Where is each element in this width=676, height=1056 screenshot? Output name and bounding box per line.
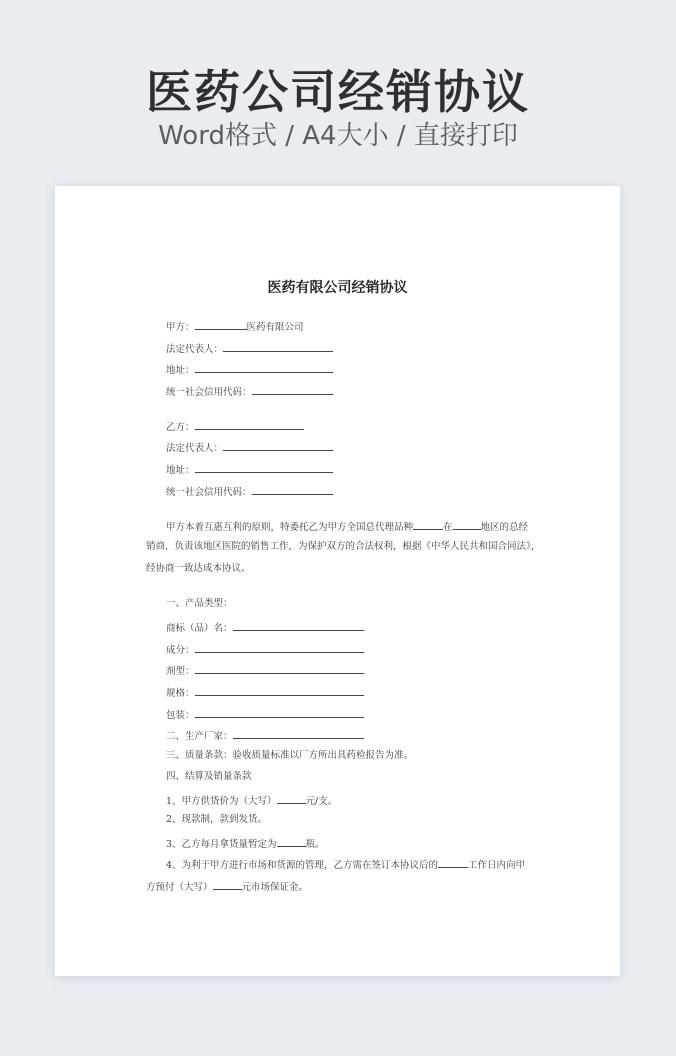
party-a-address-line: [166, 361, 333, 378]
intro-line-1: [166, 518, 528, 535]
settlement-item-3-text-a: 3、乙方每月拿货量暂定为: [166, 839, 277, 850]
settlement-item-4-text-a: 4、为利于甲方进行市场和货源的管理，乙方需在签订本协议后的: [166, 860, 439, 871]
party-a-line: [166, 318, 304, 335]
settlement-item-1: [166, 792, 337, 809]
settlement-item-4-text-d: 元市场保证金。: [241, 882, 309, 893]
deposit-amount-blank[interactable]: [213, 878, 242, 890]
intro-line-3: 经协商一致达成本协议。: [146, 563, 251, 574]
package-blank[interactable]: [195, 706, 364, 718]
party-a-suffix: 医药有限公司: [246, 322, 304, 333]
workdays-blank[interactable]: [438, 856, 468, 868]
trademark-blank[interactable]: [233, 619, 364, 631]
settlement-item-4-text-b: 工作日内向甲: [468, 860, 526, 871]
package-label: 包装：: [166, 710, 195, 721]
party-b-line: [166, 418, 304, 435]
party-b-rep-blank[interactable]: [223, 439, 333, 451]
quality-clause: 三、质量条款：验收质量标准以厂方所出具药检报告为准。: [166, 750, 414, 761]
party-a-label: 甲方：: [166, 322, 195, 333]
party-a-credit-line: [166, 383, 333, 400]
party-a-rep-line: [166, 340, 333, 357]
document-page: [55, 186, 620, 976]
party-b-credit-line: [166, 483, 333, 500]
intro-text-1c: 地区的总经: [480, 522, 529, 533]
party-b-address-label: 地址：: [166, 465, 195, 476]
settlement-item-3-text-b: 瓶。: [305, 839, 325, 850]
party-b-label: 乙方：: [166, 422, 195, 433]
party-b-rep-line: [166, 439, 333, 456]
party-b-address-blank[interactable]: [195, 461, 333, 473]
trademark-label: 商标（品）名：: [166, 623, 233, 634]
party-a-credit-blank[interactable]: [252, 383, 333, 395]
manufacturer-label: 二、生产厂家：: [166, 731, 233, 742]
product-heading: 一、产品类型：: [166, 598, 233, 609]
settlement-item-3: [166, 835, 325, 852]
region-blank[interactable]: [453, 518, 481, 530]
ingredient-label: 成分：: [166, 645, 195, 656]
party-a-address-blank[interactable]: [195, 361, 333, 373]
monthly-quantity-blank[interactable]: [277, 835, 306, 847]
banner-title: 医药公司经销协议: [146, 65, 530, 119]
supply-price-blank[interactable]: [277, 792, 306, 804]
intro-text-1a: 甲方本着互惠互利的原则，特委托乙为甲方全国总代理品种: [166, 522, 414, 533]
settlement-heading: 四、结算及销量条款: [166, 771, 252, 782]
intro-line-2: 销商，负责该地区医院的销售工作，为保护双方的合法权利，根据《中华人民共和国合同法》，: [146, 541, 541, 552]
party-b-rep-label: 法定代表人：: [166, 443, 224, 454]
settlement-item-1-text-a: 1、甲方供货价为（大写）: [166, 796, 277, 807]
settlement-item-1-text-b: 元/支。: [305, 796, 338, 807]
party-b-address-line: [166, 461, 333, 478]
banner-subtitle: Word格式 / A4大小 / 直接打印: [158, 121, 518, 151]
document-title: 医药有限公司经销协议: [267, 280, 408, 296]
manufacturer-line: [166, 727, 364, 744]
settlement-item-4-text-c: 方预付（大写）: [146, 882, 213, 893]
party-a-credit-label: 统一社会信用代码：: [166, 387, 252, 398]
settlement-item-4-line-1: [166, 856, 525, 873]
party-b-credit-blank[interactable]: [252, 483, 333, 495]
product-variety-blank[interactable]: [413, 518, 443, 530]
package-line: [166, 706, 364, 723]
party-a-rep-blank[interactable]: [223, 340, 333, 352]
trademark-line: [166, 619, 364, 636]
intro-text-1b: 在: [443, 522, 453, 533]
party-a-rep-label: 法定代表人：: [166, 344, 224, 355]
ingredient-blank[interactable]: [195, 641, 364, 653]
spec-blank[interactable]: [195, 684, 364, 696]
party-a-blank[interactable]: [195, 318, 247, 330]
party-b-credit-label: 统一社会信用代码：: [166, 487, 252, 498]
dosage-form-label: 剂型：: [166, 666, 195, 677]
dosage-form-line: [166, 662, 364, 679]
settlement-item-2: 2、现款制，款到发货。: [166, 814, 268, 825]
party-b-blank[interactable]: [195, 418, 304, 430]
spec-line: [166, 684, 364, 701]
dosage-form-blank[interactable]: [195, 662, 364, 674]
settlement-item-4-line-2: [146, 878, 308, 895]
party-a-address-label: 地址：: [166, 365, 195, 376]
manufacturer-blank[interactable]: [233, 727, 364, 739]
ingredient-line: [166, 641, 364, 658]
spec-label: 规格：: [166, 688, 195, 699]
